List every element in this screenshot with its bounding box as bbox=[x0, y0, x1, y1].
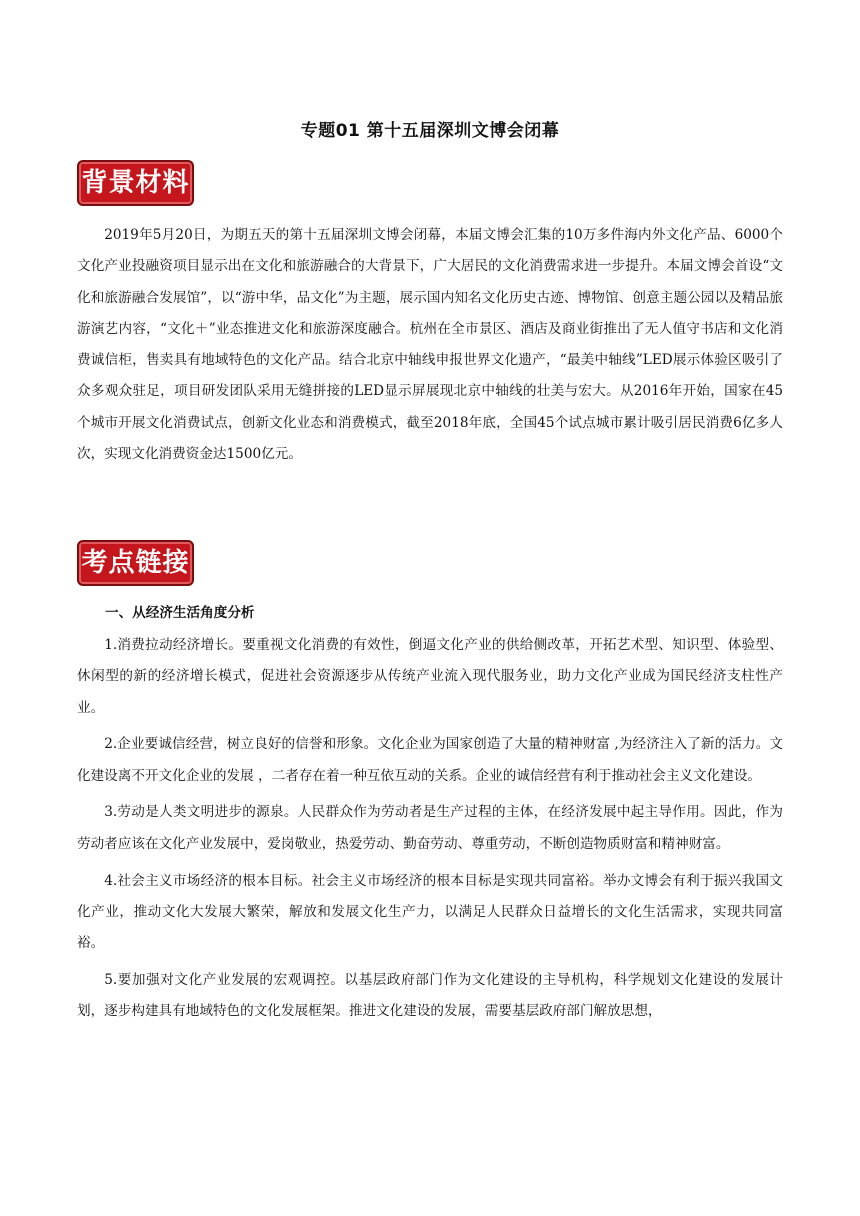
points-list bbox=[77, 630, 783, 1033]
point-paragraph: 5.要加强对文化产业发展的宏观调控。以基层政府部门作为文化建设的主导机构，科学规划文化建设的发展计划，逐步构建具有地域特色的文化发展框架。推进文化建设的发展，需要基层政府部门解放思想， bbox=[77, 971, 783, 1020]
point-paragraph: 2.企业要诚信经营，树立良好的信誉和形象。文化企业为国家创造了大量的精神财富 ,为经济注入了新的活力。文化建设离不开文化企业的发展 ，二者存在着一种互依互动的关系。企业的诚信经营有利于推动社会主义文化建设。 bbox=[77, 736, 783, 784]
point-paragraph: 4.社会主义市场经济的根本目标。社会主义市场经济的根本目标是实现共同富裕。举办文博会有利于振兴我国文化产业，推动文化大发展大繁荣，解放和发展文化生产力，以满足人民群众日益增长的文化生活需求，实现共同富裕。 bbox=[77, 872, 783, 952]
point-paragraph: 1.消费拉动经济增长。要重视文化消费的有效性，倒逼文化产业的供给侧改革，开拓艺术型、知识型、体验型、休闲型的新的经济增长模式，促进社会资源逐步从传统产业流入现代服务业，助力文化产业成为国民经济支柱性产业。 bbox=[77, 637, 783, 716]
background-paragraph: 2019年5月20日，为期五天的第十五届深圳文博会闭幕，本届文博会汇集的10万多件海内外文化产品、6000个文化产业投融资项目显示出在文化和旅游融合的大背景下，广大居民的文化消费需求进一步提升。本届文博会首设“文化和旅游融合发展馆”，以“游中华，品文化”为主题，展示国内知名文化历史古迹、博物馆、创意主题公园以及精品旅游演艺内容，“文化＋”业态推进文化和旅游深度融合。杭州在全市景区、酒店及商业街推出了无人值守书店和文化消费诚信柜，售卖具有地域特色的文化产品。结合北京中轴线申报世界文化遗产，“最美中轴线”LED展示体验区吸引了众多观众驻足，项目研发团队采用无缝拼接的LED显示屏展现北京中轴线的壮美与宏大。从2016年开始，国家在45个城市开展文化消费试点，创新文化业态和消费模式，截至2018年底，全国45个试点城市累计吸引居民消费6亿多人次，实现文化消费资金达1500亿元。 bbox=[77, 227, 783, 463]
background-material-badge: 背景材料 bbox=[77, 160, 194, 206]
economic-section-heading: 一、从经济生活角度分析 bbox=[105, 605, 255, 621]
exam-points-badge: 考点链接 bbox=[77, 540, 194, 586]
background-paragraph-block bbox=[77, 220, 783, 470]
point-paragraph: 3.劳动是人类文明进步的源泉。人民群众作为劳动者是生产过程的主体，在经济发展中起主导作用。因此，作为劳动者应该在文化产业发展中，爱岗敬业，热爱劳动、勤奋劳动、尊重劳动，不断创造物质财富和精神财富。 bbox=[77, 804, 783, 852]
page-title: 专题01 第十五届深圳文博会闭幕 bbox=[300, 121, 560, 141]
